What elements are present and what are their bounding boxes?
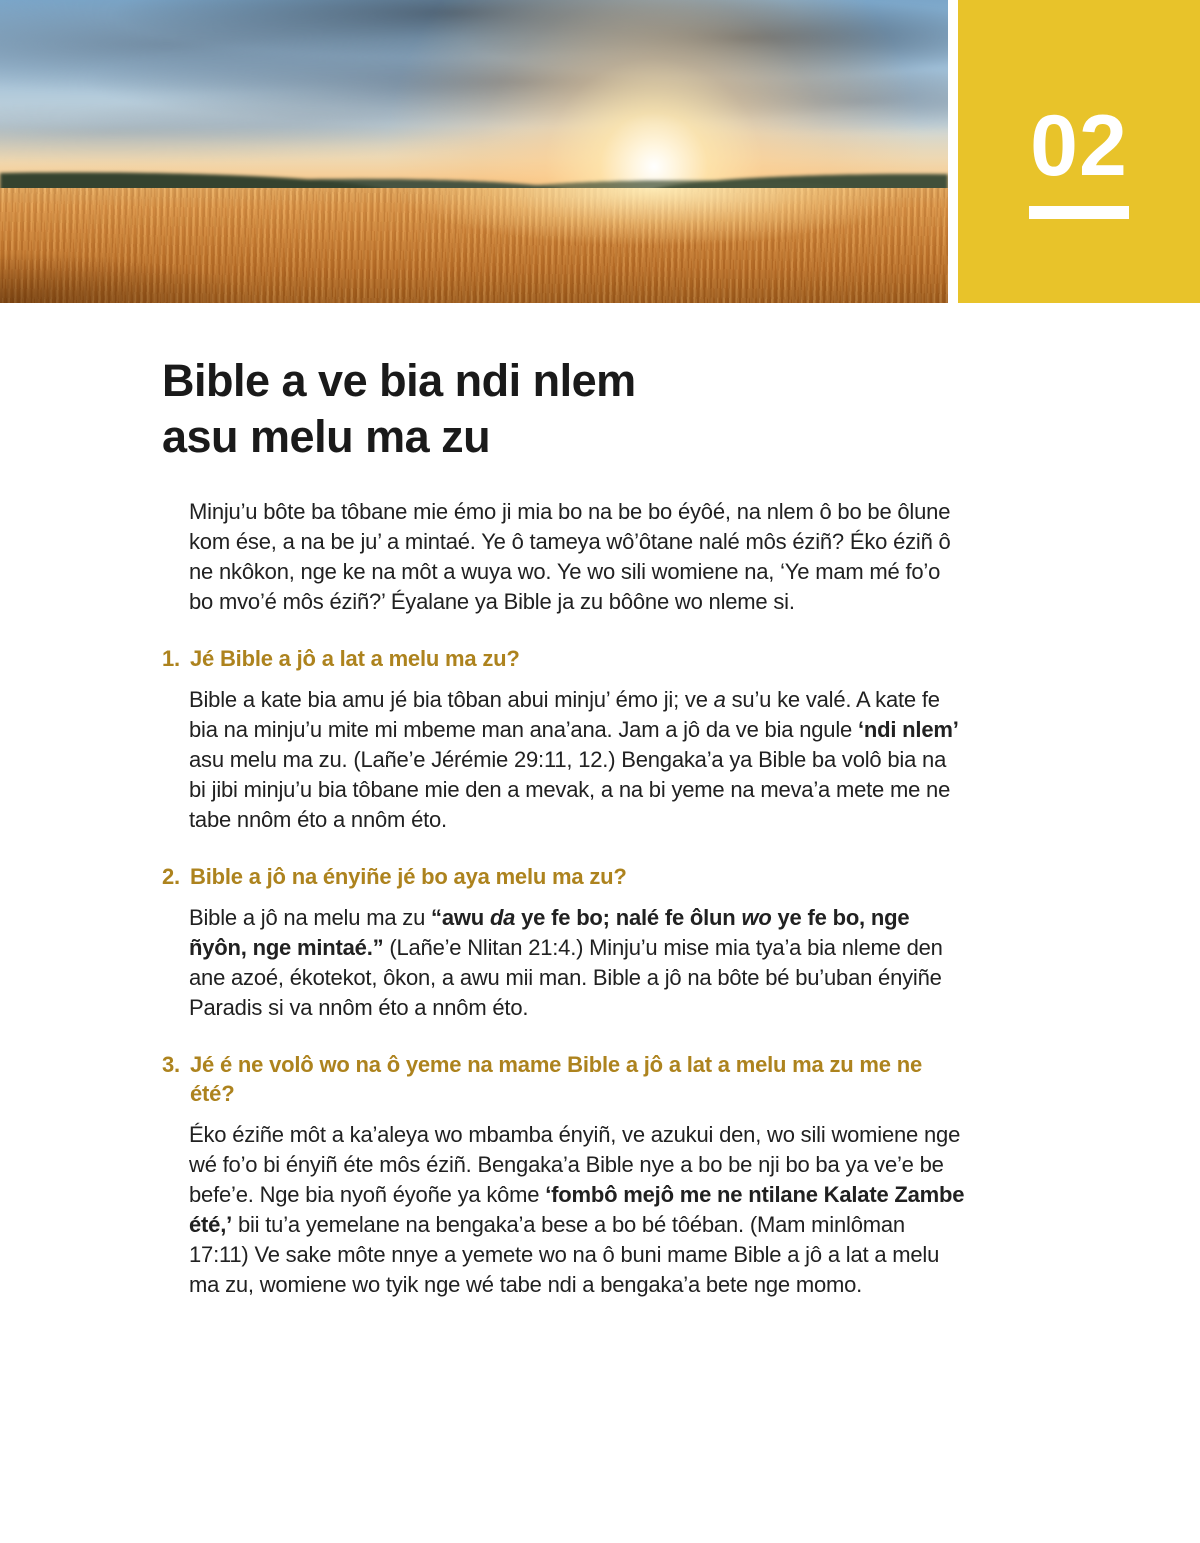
hero-wheat-field [0, 188, 948, 303]
page-title [162, 353, 968, 465]
section-3 [162, 1050, 968, 1300]
lesson-number: 02 [1030, 97, 1128, 194]
title-line-2: asu melu ma zu [162, 411, 491, 462]
question-2-heading [162, 862, 968, 891]
question-2-number: 2. [162, 864, 180, 889]
section-2 [162, 862, 968, 1023]
question-2-text: Bible a jô na ényiñe jé bo aya melu ma zu? [190, 864, 627, 889]
question-3-heading [162, 1050, 968, 1108]
lesson-number-underline [1029, 206, 1129, 219]
section-1 [162, 644, 968, 835]
question-3-number: 3. [162, 1052, 180, 1077]
intro-paragraph: Minju’u bôte ba tôbane mie émo ji mia bo na be bo éyôé, na nlem ô bo be ôlune kom ése, a na be ju’ a mintaé. Ye ô tameya wô’ôtane nalé môs éziñ? Éko éziñ ô ne nkôkon, nge ke na môt a wuya wo. Ye wo sili womiene na, ‘Ye mam mé fo’o bo mvo’é môs éziñ?’ Éyalane ya Bible ja zu bôône wo nleme si. [189, 499, 951, 614]
article-content [0, 303, 1200, 1300]
question-1-text: Jé Bible a jô a lat a melu ma zu? [190, 646, 520, 671]
title-line-1: Bible a ve bia ndi nlem [162, 355, 636, 406]
section-1-paragraph: Bible a kate bia amu jé bia tôban abui minju’ émo ji; ve a su’u ke valé. A kate fe bia na minju’u mite mi mbeme man ana’ana. Jam a jô da ve bia ngule ‘ndi nlem’ asu melu ma zu. (Lañe’e Jérémie 29:11, 12.) Bengaka’a ya Bible ba volô bia na bi jibi minju’u bia tôbane mie den a mevak, a na bi yeme na meva’a mete me ne tabe nnôm éto a nnôm éto. [189, 687, 959, 832]
question-3-text: Jé é ne volô wo na ô yeme na mame Bible a jô a lat a melu ma zu me ne été? [190, 1052, 923, 1106]
section-2-paragraph: Bible a jô na melu ma zu “awu da ye fe bo; nalé fe ôlun wo ye fe bo, nge ñyôn, nge mintaé.” (Lañe’e Nlitan 21:4.) Minju’u mise mia tya’a bia nleme den ane azoé, ékotekot, ôkon, a awu mii man. Bible a jô na bôte bé bu’uban ényiñe Paradis si va nnôm éto a nnôm éto. [189, 905, 943, 1020]
hero-image [0, 0, 948, 303]
lesson-badge [958, 0, 1200, 303]
question-1-heading [162, 644, 968, 673]
section-3-paragraph: Éko éziñe môt a ka’aleya wo mbamba ényiñ, ve azukui den, wo sili womiene nge wé fo’o bi ényiñ éte môs éziñ. Bengaka’a Bible nye a bo be nji bo ba ya ve’e be befe’e. Nge bia nyoñ éyoñe ya kôme ‘fombô mejô me ne ntilane Kalate Zambe été,’ bii tu’a yemelane na bengaka’a bese a bo bé tôéban. (Mam minlôman 17:11) Ve sake môte nnye a yemete wo na ô buni mame Bible a jô a lat a melu ma zu, womiene wo tyik nge wé tabe ndi a bengaka’a bete nge momo. [189, 1122, 965, 1297]
question-1-number: 1. [162, 646, 180, 671]
